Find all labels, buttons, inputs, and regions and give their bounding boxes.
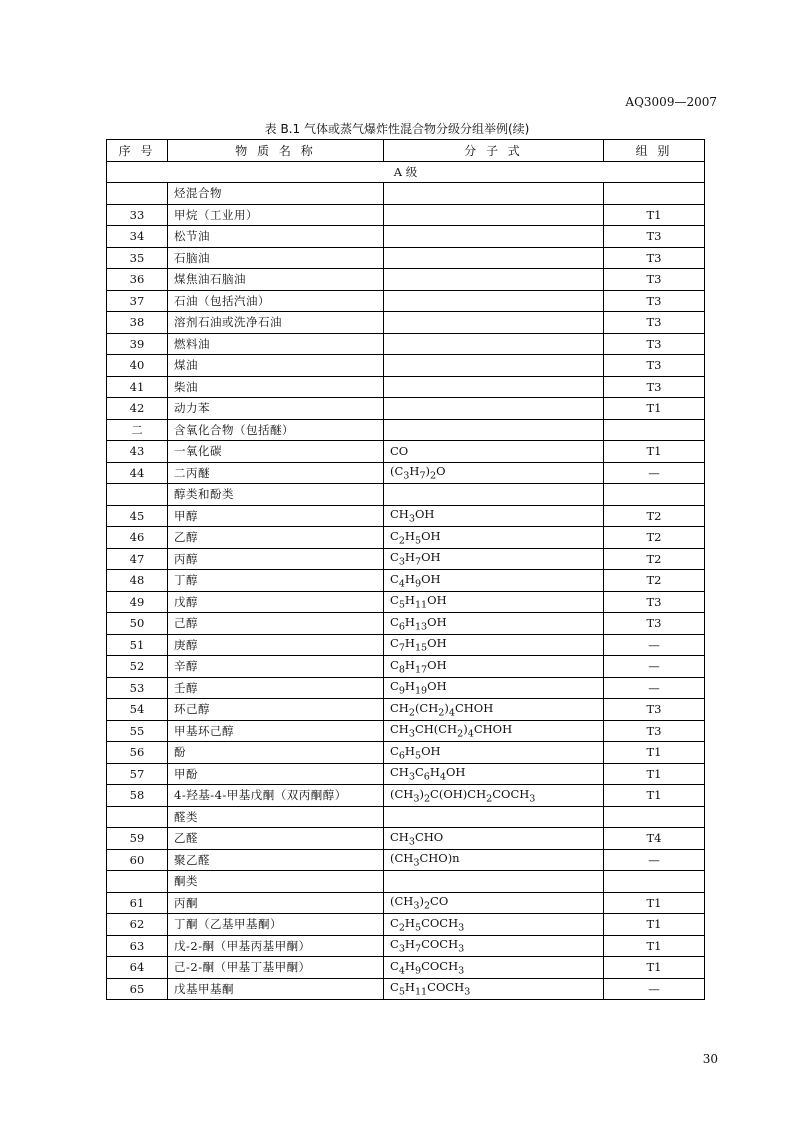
row-number: 44 (107, 462, 168, 484)
table-row (107, 849, 705, 871)
temperature-group: T3 (604, 290, 705, 312)
molecular-formula: $C_8H_{17}OH$ (384, 656, 604, 678)
temperature-group (604, 183, 705, 205)
class-row (107, 161, 705, 183)
molecular-formula (384, 419, 604, 441)
temperature-group: T3 (604, 355, 705, 377)
temperature-group: T1 (604, 914, 705, 936)
substance-name: 戊基甲基酮 (168, 978, 384, 1000)
substance-name: 燃料油 (168, 333, 384, 355)
substance-name: 石脑油 (168, 247, 384, 269)
molecular-formula: $CH_3CH(CH_2)_4CHOH$ (384, 720, 604, 742)
table-row (107, 398, 705, 420)
molecular-formula: $C_4H_9COCH_3$ (384, 957, 604, 979)
table-row (107, 527, 705, 549)
substance-name: 酚 (168, 742, 384, 764)
row-number: 37 (107, 290, 168, 312)
row-number (107, 484, 168, 506)
substance-name: 戊醇 (168, 591, 384, 613)
molecular-formula: $C_6H_{13}OH$ (384, 613, 604, 635)
molecular-formula (384, 333, 604, 355)
row-number: 50 (107, 613, 168, 635)
header-group: 组 别 (604, 140, 705, 162)
row-number: 64 (107, 957, 168, 979)
substance-name: 聚乙醛 (168, 849, 384, 871)
temperature-group (604, 806, 705, 828)
temperature-group: T3 (604, 333, 705, 355)
substance-name: 乙醇 (168, 527, 384, 549)
temperature-group: T1 (604, 742, 705, 764)
molecular-formula (384, 871, 604, 893)
molecular-formula: CO (384, 441, 604, 463)
molecular-formula: $C_2H_5OH$ (384, 527, 604, 549)
temperature-group: T1 (604, 957, 705, 979)
substance-name: 酮类 (168, 871, 384, 893)
substance-name: 醇类和酚类 (168, 484, 384, 506)
substance-name: 煤油 (168, 355, 384, 377)
substance-name: 辛醇 (168, 656, 384, 678)
row-number: 63 (107, 935, 168, 957)
header-name: 物 质 名 称 (168, 140, 384, 162)
table-row (107, 828, 705, 850)
page-number: 30 (702, 1052, 718, 1066)
substance-name: 乙醛 (168, 828, 384, 850)
row-number: 45 (107, 505, 168, 527)
substance-name: 丁酮（乙基甲基酮） (168, 914, 384, 936)
table-row (107, 656, 705, 678)
substance-name: 甲醇 (168, 505, 384, 527)
row-number: 47 (107, 548, 168, 570)
substance-name: 甲烷（工业用） (168, 204, 384, 226)
temperature-group: T1 (604, 398, 705, 420)
row-number: 52 (107, 656, 168, 678)
row-number: 38 (107, 312, 168, 334)
substance-name: 庚醇 (168, 634, 384, 656)
temperature-group: T1 (604, 892, 705, 914)
molecular-formula: $C_6H_5OH$ (384, 742, 604, 764)
molecular-formula (384, 398, 604, 420)
row-number: 53 (107, 677, 168, 699)
substance-name: 壬醇 (168, 677, 384, 699)
table-row (107, 484, 705, 506)
temperature-group: T3 (604, 376, 705, 398)
substance-name: 动力苯 (168, 398, 384, 420)
substance-name: 环己醇 (168, 699, 384, 721)
molecular-formula (384, 247, 604, 269)
molecular-formula: $(CH_3CHO)n$ (384, 849, 604, 871)
row-number: 56 (107, 742, 168, 764)
temperature-group (604, 871, 705, 893)
table-row (107, 355, 705, 377)
substance-name: 丙醇 (168, 548, 384, 570)
row-number: 65 (107, 978, 168, 1000)
row-number: 42 (107, 398, 168, 420)
molecular-formula (384, 204, 604, 226)
substance-name: 石油（包括汽油） (168, 290, 384, 312)
table-row (107, 613, 705, 635)
temperature-group: T2 (604, 527, 705, 549)
table-row (107, 785, 705, 807)
table-row (107, 978, 705, 1000)
table-row (107, 505, 705, 527)
substance-name: 一氧化碳 (168, 441, 384, 463)
table-row (107, 419, 705, 441)
molecular-formula (384, 376, 604, 398)
molecular-formula (384, 806, 604, 828)
row-number: 57 (107, 763, 168, 785)
molecular-formula (384, 484, 604, 506)
temperature-group: T2 (604, 548, 705, 570)
molecular-formula: $C_2H_5COCH_3$ (384, 914, 604, 936)
row-number: 51 (107, 634, 168, 656)
row-number (107, 871, 168, 893)
molecular-formula: $C_3H_7OH$ (384, 548, 604, 570)
molecular-formula (384, 312, 604, 334)
substance-name: 烃混合物 (168, 183, 384, 205)
row-number (107, 183, 168, 205)
temperature-group: T1 (604, 204, 705, 226)
table-body (107, 161, 705, 1000)
molecular-formula: $C_4H_9OH$ (384, 570, 604, 592)
row-number: 55 (107, 720, 168, 742)
substance-name: 己醇 (168, 613, 384, 635)
substance-name: 柴油 (168, 376, 384, 398)
table-row (107, 871, 705, 893)
row-number: 59 (107, 828, 168, 850)
molecular-formula (384, 355, 604, 377)
table-row (107, 290, 705, 312)
table-row (107, 204, 705, 226)
temperature-group: T1 (604, 763, 705, 785)
table-row (107, 183, 705, 205)
row-number: 62 (107, 914, 168, 936)
substance-name: 4-羟基-4-甲基戊酮（双丙酮醇） (168, 785, 384, 807)
row-number: 54 (107, 699, 168, 721)
temperature-group: T3 (604, 720, 705, 742)
molecular-formula: $CH_3OH$ (384, 505, 604, 527)
table-row (107, 591, 705, 613)
row-number: 39 (107, 333, 168, 355)
row-number: 49 (107, 591, 168, 613)
row-number: 35 (107, 247, 168, 269)
substance-name: 戊-2-酮（甲基丙基甲酮） (168, 935, 384, 957)
temperature-group: — (604, 656, 705, 678)
table-row (107, 957, 705, 979)
molecular-formula: $(CH_3)_2CO$ (384, 892, 604, 914)
temperature-group: — (604, 978, 705, 1000)
substance-name: 醛类 (168, 806, 384, 828)
table-row (107, 699, 705, 721)
row-number: 41 (107, 376, 168, 398)
table-row (107, 226, 705, 248)
document-code: AQ3009—2007 (625, 95, 717, 109)
molecular-formula: $C_9H_{19}OH$ (384, 677, 604, 699)
temperature-group: T2 (604, 570, 705, 592)
table-row (107, 570, 705, 592)
substance-name: 己-2-酮（甲基丁基甲酮） (168, 957, 384, 979)
temperature-group: — (604, 677, 705, 699)
temperature-group: — (604, 634, 705, 656)
table-row (107, 441, 705, 463)
temperature-group (604, 419, 705, 441)
molecular-formula: $(C_3H_7)_2O$ (384, 462, 604, 484)
substance-name: 煤焦油石脑油 (168, 269, 384, 291)
row-number: 二 (107, 419, 168, 441)
molecular-formula (384, 269, 604, 291)
temperature-group: — (604, 849, 705, 871)
table-row (107, 763, 705, 785)
table-row (107, 269, 705, 291)
molecular-formula (384, 183, 604, 205)
temperature-group: — (604, 462, 705, 484)
row-number (107, 806, 168, 828)
temperature-group: T3 (604, 699, 705, 721)
row-number: 36 (107, 269, 168, 291)
row-number: 34 (107, 226, 168, 248)
substance-name: 松节油 (168, 226, 384, 248)
table-row (107, 720, 705, 742)
temperature-group: T3 (604, 312, 705, 334)
temperature-group: T3 (604, 613, 705, 635)
temperature-group: T3 (604, 226, 705, 248)
table-row (107, 806, 705, 828)
class-label: A 级 (107, 161, 705, 183)
substance-name: 丙酮 (168, 892, 384, 914)
temperature-group: T2 (604, 505, 705, 527)
table-row (107, 742, 705, 764)
header-no: 序 号 (107, 140, 168, 162)
molecular-formula (384, 226, 604, 248)
row-number: 60 (107, 849, 168, 871)
molecular-formula: $CH_2(CH_2)_4CHOH$ (384, 699, 604, 721)
molecular-formula: $C_3H_7COCH_3$ (384, 935, 604, 957)
row-number: 40 (107, 355, 168, 377)
table-row (107, 914, 705, 936)
header-row (107, 140, 705, 162)
temperature-group (604, 484, 705, 506)
table-title: 表 B.1 气体或蒸气爆炸性混合物分级分组举例(续) (264, 122, 530, 136)
temperature-group: T1 (604, 441, 705, 463)
header-formula: 分 子 式 (384, 140, 604, 162)
molecular-formula: $(CH_3)_2C(OH)CH_2COCH_3$ (384, 785, 604, 807)
temperature-group: T3 (604, 591, 705, 613)
molecular-formula (384, 290, 604, 312)
molecular-formula: $CH_3CHO$ (384, 828, 604, 850)
temperature-group: T4 (604, 828, 705, 850)
temperature-group: T3 (604, 269, 705, 291)
table-row (107, 892, 705, 914)
substance-name: 二丙醚 (168, 462, 384, 484)
classification-table (106, 139, 705, 1000)
table-row (107, 376, 705, 398)
table-row (107, 333, 705, 355)
row-number: 48 (107, 570, 168, 592)
molecular-formula: $C_5H_{11}COCH_3$ (384, 978, 604, 1000)
table-row (107, 634, 705, 656)
temperature-group: T1 (604, 785, 705, 807)
table-row (107, 247, 705, 269)
temperature-group: T3 (604, 247, 705, 269)
table-row (107, 462, 705, 484)
row-number: 33 (107, 204, 168, 226)
table-row (107, 935, 705, 957)
substance-name: 溶剂石油或洗净石油 (168, 312, 384, 334)
substance-name: 甲酚 (168, 763, 384, 785)
row-number: 46 (107, 527, 168, 549)
table-row (107, 677, 705, 699)
row-number: 61 (107, 892, 168, 914)
table-row (107, 548, 705, 570)
temperature-group: T1 (604, 935, 705, 957)
substance-name: 丁醇 (168, 570, 384, 592)
row-number: 43 (107, 441, 168, 463)
substance-name: 含氧化合物（包括醚） (168, 419, 384, 441)
molecular-formula: $C_5H_{11}OH$ (384, 591, 604, 613)
molecular-formula: $C_7H_{15}OH$ (384, 634, 604, 656)
molecular-formula: $CH_3C_6H_4OH$ (384, 763, 604, 785)
substance-name: 甲基环己醇 (168, 720, 384, 742)
row-number: 58 (107, 785, 168, 807)
table-row (107, 312, 705, 334)
